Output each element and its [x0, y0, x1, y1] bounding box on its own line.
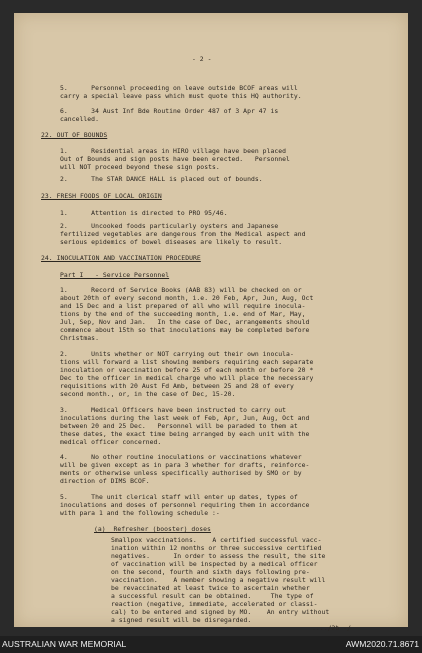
page-number: - 2 - — [192, 55, 212, 63]
text-line: be revaccinated at least twice to ascertain whether — [111, 584, 310, 592]
text-line: these dates, the exact time being arranged by each unit with the — [60, 430, 310, 438]
text-line: direction of DIMS BCOF. — [60, 477, 150, 485]
text-line: 2. Uncooked foods particularly oysters and Japanese — [60, 222, 279, 230]
text-line: inoculations and doses of personnel requiring them in accordance — [60, 501, 310, 509]
text-line: Jul, Sep, Nov and Jan. In the case of Dec, arrangements should — [60, 318, 310, 326]
text-line: of vaccination will be inspected by a medical officer — [111, 560, 318, 568]
text-line: 2. The STAR DANCE HALL is placed out of bounds. — [60, 175, 263, 183]
text-line: a successful result can be obtained. The type of — [111, 592, 314, 600]
text-line: on the second, fourth and sixth days following pre- — [111, 568, 310, 576]
text-line: 2. Units whether or NOT carrying out their own inocula- — [60, 350, 294, 358]
text-line: Smallpox vaccinations. A certified successful vacc- — [111, 536, 322, 544]
footer-reference: AWM2020.71.8671 — [345, 639, 419, 649]
text-line: will NOT proceed beyond these sign posts. — [60, 163, 220, 171]
text-line: serious epidemics of bowel diseases are likely to result. — [60, 238, 283, 246]
text-line: medical officer concerned. — [60, 438, 162, 446]
text-line: 6. 34 Aust Inf Bde Routine Order 487 of 3 Apr 47 is — [60, 107, 279, 115]
text-line: 5. The unit clerical staff will enter up dates, types of — [60, 493, 298, 501]
text-line: second month., or, in the case of Dec, 15-20. — [60, 390, 236, 398]
text-line: Christmas. — [60, 334, 99, 342]
text-line: Dec to the officer in medical charge who will place the necessary — [60, 374, 314, 382]
text-line: inoculation or vaccination before 25 of each month or before 20 * — [60, 366, 314, 374]
text-line: with para 1 and the following schedule :- — [60, 509, 220, 517]
part-heading: Part I - Service Personnel — [60, 271, 170, 279]
text-line: 1. Attention is directed to PRO 95/46. — [60, 209, 228, 217]
text-line: carry a special leave pass which must quote this HQ authority. — [60, 92, 302, 100]
section-heading: 24. INOCULATION AND VACCINATION PROCEDURE — [41, 254, 201, 262]
text-line: 4. No other routine inoculations or vaccinations whatever — [60, 453, 302, 461]
subsection-heading: (a) Refresher (booster) doses — [94, 525, 211, 533]
text-line: cancelled. — [60, 115, 99, 123]
footer-source: AUSTRALIAN WAR MEMORIAL — [2, 639, 127, 649]
section-heading: 23. FRESH FOODS OF LOCAL ORIGIN — [41, 192, 162, 200]
text-line: 1. Record of Service Books (AAB 83) will be checked on or — [60, 286, 302, 294]
text-line: ments or otherwise unless specifically authorised by SMO or by — [60, 469, 302, 477]
text-line: commence about 15th so that inoculations may be completed before — [60, 326, 310, 334]
text-line: about 20th of every second month, i.e. 20 Feb, Apr, Jun, Aug, Oct — [60, 294, 314, 302]
text-line: will be given except as in para 3 whether for drafts, reinforce- — [60, 461, 310, 469]
text-line: 5. Personnel proceeding on leave outside BCOF areas will — [60, 84, 298, 92]
footer-bar — [0, 636, 422, 653]
text-line: between 20 and 25 Dec. Personnel will be paraded to them at — [60, 422, 298, 430]
text-line: negatives. In order to assess the result, the site — [111, 552, 326, 560]
text-line: Out of Bounds and sign posts have been erected. Personnel — [60, 155, 290, 163]
text-line: 1. Residential areas in HIRO village have been placed — [60, 147, 287, 155]
text-line: tions by the end of the succeeding month, i.e. end of Mar, May, — [60, 310, 306, 318]
document-page — [14, 13, 408, 632]
section-heading: 22. OUT OF BOUNDS — [41, 131, 108, 139]
text-line: vaccination. A member showing a negative result will — [111, 576, 326, 584]
continuation-marker: ..../2b -/ — [312, 624, 351, 632]
text-line: and 15 Dec and a list prepared of all who will require inocula- — [60, 302, 306, 310]
text-line: inoculations during the last week of Feb, Apr, Jun, Aug, Oct and — [60, 414, 310, 422]
text-line: ination within 12 months or three successive certified — [111, 544, 322, 552]
text-line: reaction (negative, immediate, accelerated or classi- — [111, 600, 318, 608]
text-line: fertilized vegetables are dangerous from the Medical aspect and — [60, 230, 306, 238]
text-line: 3. Medical Officers have been instructed to carry out — [60, 406, 287, 414]
text-line: tions will forward a list showing members requiring each separate — [60, 358, 314, 366]
text-line: a signed result will be disregarded. — [111, 616, 252, 624]
text-line: cal) to be entered and signed by MO. An entry without — [111, 608, 330, 616]
text-line: requisitions with 20 Aust Fd Amb, between 25 and 28 of every — [60, 382, 294, 390]
